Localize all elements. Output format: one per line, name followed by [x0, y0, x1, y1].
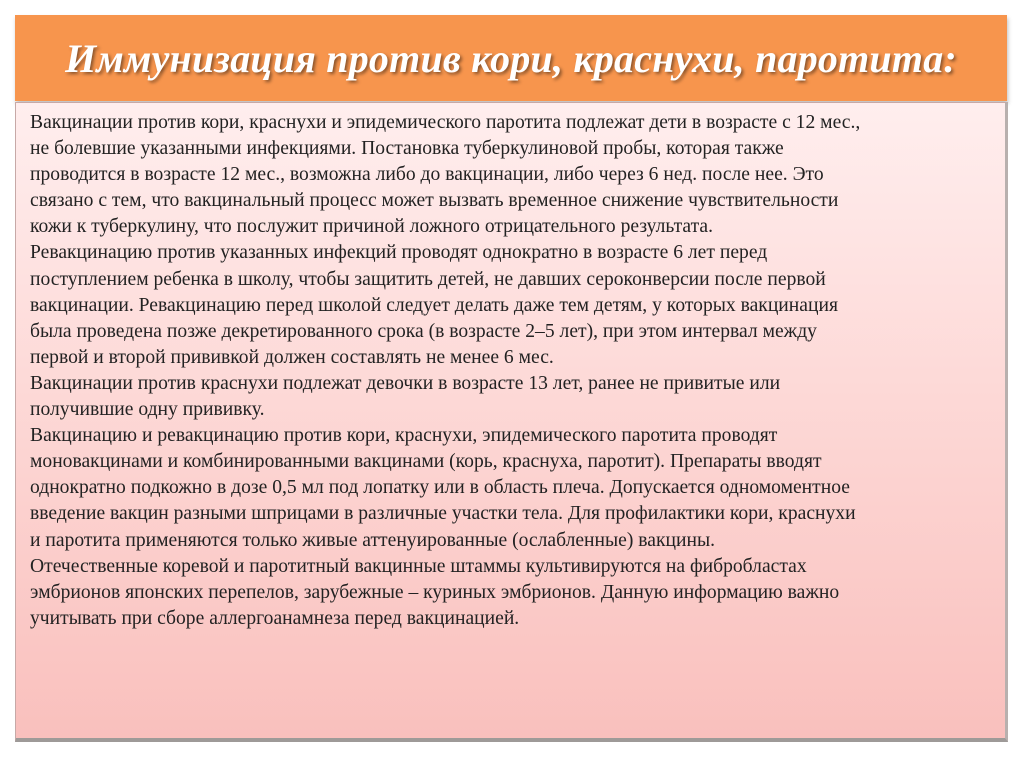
body-line-19: эмбрионов японских перепелов, зарубежные – куриных эмбрионов. Данную информацию важно: [30, 581, 840, 603]
title-bar: [15, 15, 1007, 101]
body-line-3: проводится в возрасте 12 мес., возможна либо до вакцинации, либо через 6 нед. после нее. Это: [30, 164, 824, 186]
body-line-14: моновакцинами и комбинированными вакцинами (корь, краснуха, паротит). Препараты вводят: [30, 451, 822, 473]
body-line-15: однократно подкожно в дозе 0,5 мл под лопатку или в область плеча. Допускается одномоментное: [30, 477, 850, 499]
body-line-9: была проведена позже декретированного срока (в возрасте 2–5 лет), при этом интервал между: [30, 320, 817, 342]
body-line-1: Вакцинации против кори, краснухи и эпидемического паротита подлежат дети в возрасте с 12 мес.,: [30, 112, 861, 133]
body-line-12: получившие одну прививку.: [30, 399, 265, 421]
body-line-7: поступлением ребенка в школу, чтобы защитить детей, не давших сероконверсии после первой: [30, 268, 826, 290]
body-line-2: не болевшие указанными инфекциями. Постановка туберкулиновой пробы, которая также: [30, 138, 784, 160]
body-text: [30, 110, 1000, 632]
body-line-6: Ревакцинацию против указанных инфекций проводят однократно в возрасте 6 лет перед: [30, 242, 768, 264]
body-line-13: Вакцинацию и ревакцинацию против кори, краснухи, эпидемического паротита проводят: [30, 425, 778, 447]
slide-title: Иммунизация против кори, краснухи, паротита:: [65, 35, 957, 81]
body-line-18: Отечественные коревой и паротитный вакцинные штаммы культивируются на фибробластах: [30, 555, 807, 577]
body-line-20: учитывать при сборе аллергоанамнеза перед вакцинацией.: [30, 607, 520, 629]
body-line-5: кожи к туберкулину, что послужит причиной ложного отрицательного результата.: [30, 216, 713, 238]
body-line-10: первой и второй прививкой должен составлять не менее 6 мес.: [30, 346, 554, 368]
body-line-17: и паротита применяются только живые аттенуированные (ослабленные) вакцины.: [30, 529, 716, 551]
body-line-11: Вакцинации против краснухи подлежат девочки в возрасте 13 лет, ранее не привитые или: [30, 372, 781, 394]
body-line-16: введение вакцин разными шприцами в различные участки тела. Для профилактики кори, краснухи: [30, 503, 856, 525]
body-line-8: вакцинации. Ревакцинацию перед школой следует делать даже тем детям, у которых вакцинация: [30, 294, 838, 316]
content-box: [15, 102, 1008, 742]
body-line-4: связано с тем, что вакцинальный процесс может вызвать временное снижение чувствительности: [30, 190, 839, 212]
